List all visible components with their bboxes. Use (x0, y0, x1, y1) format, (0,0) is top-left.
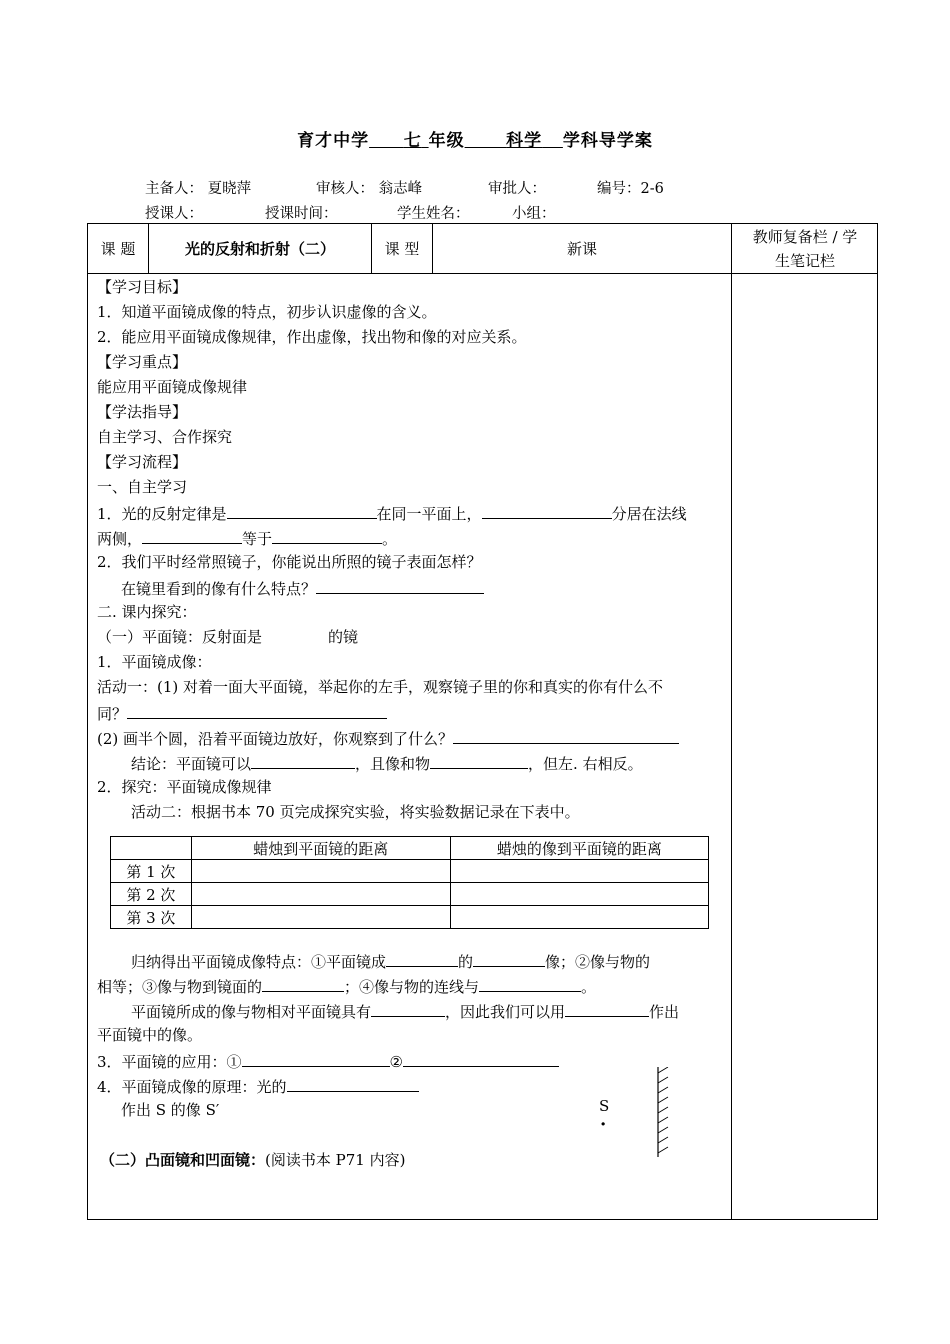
blank-symmetry-1[interactable] (371, 1000, 445, 1017)
data-cell[interactable] (191, 906, 450, 929)
blank-angle-2[interactable] (272, 527, 382, 544)
page-title (0, 126, 950, 151)
convex-concave-heading: （二）凸面镜和凹面镜：(阅读书本 P71 内容) (100, 1151, 406, 1169)
method-heading: 【学法指导】 (97, 403, 188, 421)
data-cell[interactable] (450, 883, 708, 906)
type-label: 课 型 (384, 240, 420, 258)
table-row (111, 906, 709, 929)
grade-value: 七 (403, 131, 422, 151)
table-row (111, 860, 709, 883)
preparer: 主备人： 夏晓萍 (145, 181, 252, 197)
subject-value: 科学 (506, 131, 543, 151)
approver: 审批人： (488, 181, 546, 197)
blank-principle[interactable] (287, 1075, 419, 1092)
teacher: 授课人： (145, 206, 203, 222)
experiment-header-candle: 蜡烛到平面镜的距离 (191, 837, 450, 860)
data-cell[interactable] (191, 860, 450, 883)
draw-instruction: 作出 S 的像 S′ (121, 1101, 220, 1119)
notes-divider (731, 223, 732, 1220)
blank-conclusion-1[interactable] (251, 752, 355, 769)
conclusion: 结论：平面镜可以 ，且像和物 ，但左. 右相反。 (131, 752, 643, 774)
type-value: 新课 (566, 240, 597, 258)
topic-label: 课 题 (100, 240, 136, 258)
key-point: 能应用平面镜成像规律 (97, 378, 248, 396)
blank-conclusion-2[interactable] (430, 752, 528, 769)
point-s-dot: · (600, 1114, 607, 1135)
blank-summary-1[interactable] (386, 950, 458, 967)
blank-summary-4[interactable] (479, 975, 581, 992)
notes-header (732, 224, 878, 273)
trial-label: 第 1 次 (111, 860, 192, 883)
plane-mirror-imaging: 1．平面镜成像： (97, 653, 212, 671)
method-text: 自主学习、合作探究 (97, 428, 233, 446)
grade-suffix: 年级 (428, 131, 465, 151)
notes-header-line1: 教师复备栏 / 学 (752, 227, 858, 246)
goal-2: 2．能应用平面镜成像规律，作出虚像，找出物和像的对应关系。 (97, 328, 527, 346)
key-heading: 【学习重点】 (97, 353, 188, 371)
blank-summary-3[interactable] (262, 975, 344, 992)
explore-heading: 二. 课内探究： (97, 603, 197, 621)
question-1-cont: 两侧， 等于 。 (97, 527, 397, 549)
topic-value: 光的反射和折射（二） (184, 240, 335, 258)
principle: 4．平面镜成像的原理：光的 (97, 1075, 419, 1097)
summary: 归纳得出平面镜成像特点：①平面镜成 的 像；②像与物的 (131, 950, 650, 972)
application: 3．平面镜的应用：① ② (97, 1050, 559, 1072)
data-cell[interactable] (191, 883, 450, 906)
self-study-heading: 一、自主学习 (97, 478, 188, 496)
activity-1: 活动一：(1) 对着一面大平面镜，举起你的左手，观察镜子里的你和真实的你有什么不 (97, 678, 664, 696)
data-cell[interactable] (450, 860, 708, 883)
data-cell[interactable] (450, 906, 708, 929)
blank-summary-2[interactable] (473, 950, 545, 967)
activity-1-part2: (2) 画半个圆，沿着平面镜边放好，你观察到了什么？ (97, 727, 679, 749)
blank-symmetry-2[interactable] (565, 1000, 649, 1017)
experiment-header-image: 蜡烛的像到平面镜的距离 (450, 837, 708, 860)
blank-rays[interactable] (482, 502, 612, 519)
experiment-header-row (111, 837, 709, 860)
plane-mirror-icon (656, 1067, 676, 1157)
header-row-line (87, 273, 878, 274)
doc-type: 学科导学案 (562, 131, 653, 151)
goal-1: 1．知道平面镜成像的特点，初步认识虚像的含义。 (97, 303, 437, 321)
flow-heading: 【学习流程】 (97, 453, 188, 471)
activity-1-cont: 同？ (97, 702, 387, 724)
blank-image-feature[interactable] (316, 577, 484, 594)
reviewer: 审核人： 翁志峰 (316, 181, 423, 197)
blank-observation[interactable] (453, 727, 679, 744)
blank-reflection-law[interactable] (227, 502, 377, 519)
grade-blank (369, 131, 429, 151)
summary-cont: 相等；③像与物到镜面的 ；④像与物的连线与 。 (97, 975, 596, 997)
group: 小组： (512, 206, 556, 222)
explore-rule-heading: 2．探究：平面镜成像规律 (97, 778, 272, 796)
trial-label: 第 2 次 (111, 883, 192, 906)
blank-difference[interactable] (127, 702, 387, 719)
symmetry-cont: 平面镜中的像。 (97, 1026, 203, 1044)
doc-number: 编号：2-6 (597, 181, 664, 197)
question-1: 1．光的反射定律是 在同一平面上， 分居在法线 (97, 502, 687, 524)
plane-mirror-heading: （一）平面镜：反射面是 的镜 (97, 628, 359, 646)
question-2b: 在镜里看到的像有什么特点？ (121, 577, 484, 599)
goal-heading: 【学习目标】 (97, 278, 188, 296)
lesson-time: 授课时间： (265, 206, 338, 222)
blank-application-2[interactable] (403, 1050, 559, 1067)
table-row (111, 883, 709, 906)
blank-angle-1[interactable] (142, 527, 242, 544)
school-name: 育才中学 (297, 131, 370, 151)
experiment-table (110, 836, 709, 929)
notes-header-line2: 生笔记栏 (774, 251, 835, 270)
experiment-header-empty (111, 837, 192, 860)
student-name: 学生姓名： (397, 206, 470, 222)
blank-application-1[interactable] (242, 1050, 390, 1067)
trial-label: 第 3 次 (111, 906, 192, 929)
subject-blank (465, 131, 563, 151)
point-s-label: S (599, 1097, 610, 1115)
question-2: 2．我们平时经常照镜子，你能说出所照的镜子表面怎样？ (97, 553, 482, 571)
activity-2: 活动二：根据书本 70 页完成探究实验，将实验数据记录在下表中。 (131, 803, 580, 821)
symmetry: 平面镜所成的像与物相对平面镜具有 ，因此我们可以用 作出 (131, 1000, 679, 1022)
